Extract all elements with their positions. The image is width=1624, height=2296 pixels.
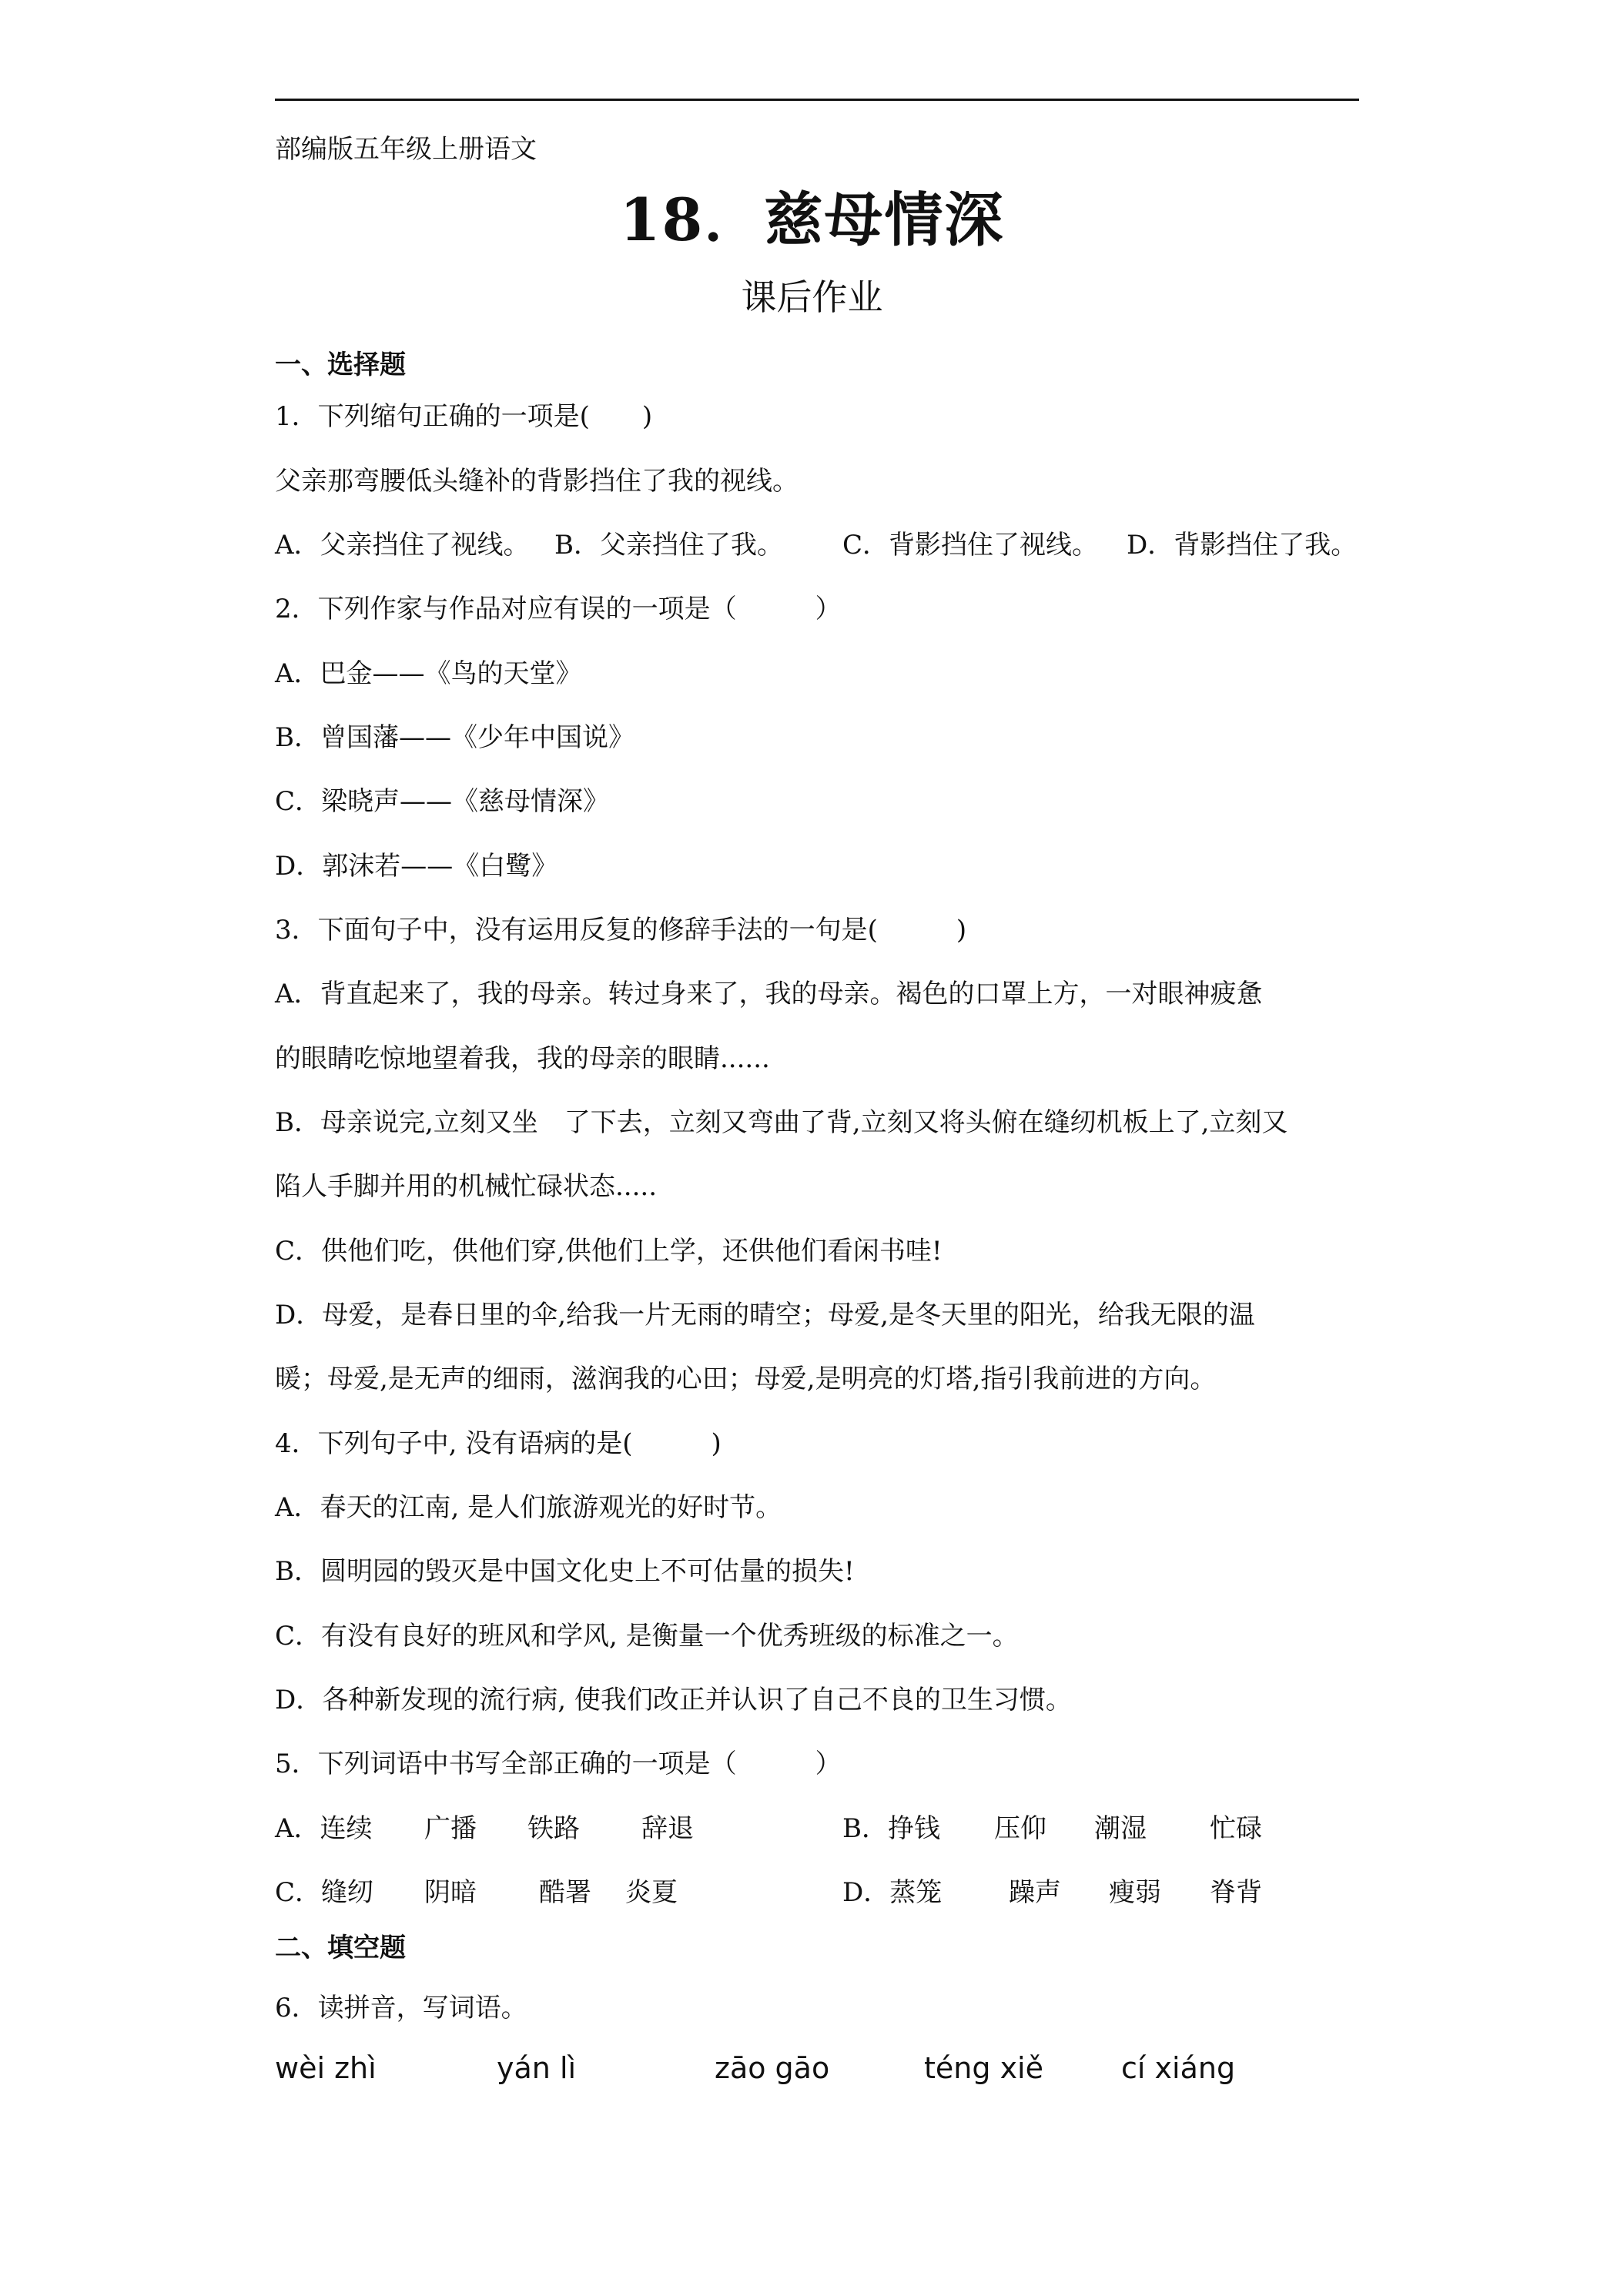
question-4-option-d: D．各种新发现的流行病, 使我们改正并认识了自己不良的卫生习惯。 xyxy=(275,1685,1072,1715)
question-4-option-a: A．春天的江南, 是人们旅游观光的好时节。 xyxy=(275,1492,782,1523)
question-5-stem: 5．下列词语中书写全部正确的一项是（ ） xyxy=(275,1749,842,1779)
question-1-option-d: D．背影挡住了我。 xyxy=(1127,530,1358,561)
question-5-option-c-word: 炎夏 xyxy=(625,1877,678,1908)
question-1-stem: 1．下列缩句正确的一项是( ) xyxy=(275,401,653,432)
question-3-option-a-line1: A．背直起来了，我的母亲。转过身来了，我的母亲。褐色的口罩上方，一对眼神疲惫 xyxy=(275,979,1263,1009)
question-3-option-a-line2: 的眼睛吃惊地望着我，我的母亲的眼睛...... xyxy=(275,1043,770,1074)
question-5-option-c-word: 酷署 xyxy=(539,1877,591,1908)
question-3-option-b-line1: B．母亲说完,立刻又坐 了下去，立刻又弯曲了背,立刻又将头俯在缝纫机板上了,立刻又 xyxy=(275,1107,1288,1138)
question-2-stem: 2．下列作家与作品对应有误的一项是（ ） xyxy=(275,594,842,624)
header-rule xyxy=(275,99,1359,101)
question-5-option-b-word: 压仰 xyxy=(994,1813,1046,1844)
pinyin-prompt: zāo gāo xyxy=(715,2051,830,2085)
pinyin-prompt: wèi zhì xyxy=(275,2051,377,2085)
question-1-option-b: B．父亲挡住了我。 xyxy=(554,530,783,561)
header-subject: 部编版五年级上册语文 xyxy=(275,134,537,165)
question-5-option-c-label: C．缝纫 xyxy=(275,1877,374,1908)
question-3-option-c: C．供他们吃，供他们穿,供他们上学，还供他们看闲书哇! xyxy=(275,1236,943,1267)
page-subtitle: 课后作业 xyxy=(741,276,883,318)
question-5-option-b-word: 潮湿 xyxy=(1094,1813,1147,1844)
question-5-option-c-word: 阴暗 xyxy=(424,1877,477,1908)
question-5-option-d-word: 躁声 xyxy=(1009,1877,1061,1908)
question-5-option-d-word: 瘦弱 xyxy=(1109,1877,1161,1908)
pinyin-prompt: yán lì xyxy=(497,2051,577,2085)
pinyin-prompt: téng xiě xyxy=(924,2051,1043,2085)
question-5-option-d-word: 脊背 xyxy=(1210,1877,1262,1908)
question-5-option-a-word: 辞退 xyxy=(641,1813,694,1844)
question-3-stem: 3．下面句子中，没有运用反复的修辞手法的一句是( ) xyxy=(275,915,967,946)
section-heading-choice: 一、选择题 xyxy=(275,350,406,380)
question-2-option-b: B．曾国藩——《少年中国说》 xyxy=(275,722,635,753)
question-3-option-b-line2: 陷人手脚并用的机械忙碌状态..... xyxy=(275,1171,658,1202)
question-5-option-a-label: A．连续 xyxy=(275,1813,373,1844)
question-1-option-c: C．背影挡住了视线。 xyxy=(842,530,1099,561)
question-2-option-c: C．梁晓声——《慈母情深》 xyxy=(275,786,610,817)
question-5-option-a-word: 铁路 xyxy=(527,1813,580,1844)
section-heading-fill: 二、填空题 xyxy=(275,1933,406,1963)
question-6-stem: 6．读拼音，写词语。 xyxy=(275,1993,527,2023)
question-3-option-d-line1: D．母爱，是春日里的伞,给我一片无雨的晴空；母爱,是冬天里的阳光，给我无限的温 xyxy=(275,1300,1255,1330)
question-4-option-b: B．圆明园的毁灭是中国文化史上不可估量的损失! xyxy=(275,1556,855,1587)
question-5-option-b-word: 忙碌 xyxy=(1210,1813,1262,1844)
question-1-sentence: 父亲那弯腰低头缝补的背影挡住了我的视线。 xyxy=(275,466,799,497)
page-title: 18．慈母情深 xyxy=(619,186,1005,254)
question-4-option-c: C．有没有良好的班风和学风, 是衡量一个优秀班级的标准之一。 xyxy=(275,1621,1019,1652)
question-2-option-a: A．巴金——《鸟的天堂》 xyxy=(275,658,582,689)
question-5-option-b-label: B．挣钱 xyxy=(842,1813,940,1844)
question-4-stem: 4．下列句子中, 没有语病的是( ) xyxy=(275,1428,722,1459)
question-2-option-d: D．郭沫若——《白鹭》 xyxy=(275,851,558,882)
pinyin-prompt: cí xiáng xyxy=(1121,2051,1236,2085)
question-5-option-d-label: D．蒸笼 xyxy=(842,1877,943,1908)
question-3-option-d-line2: 暖；母爱,是无声的细雨，滋润我的心田；母爱,是明亮的灯塔,指引我前进的方向。 xyxy=(275,1364,1217,1394)
question-1-option-a: A．父亲挡住了视线。 xyxy=(275,530,530,561)
question-5-option-a-word: 广播 xyxy=(424,1813,477,1844)
